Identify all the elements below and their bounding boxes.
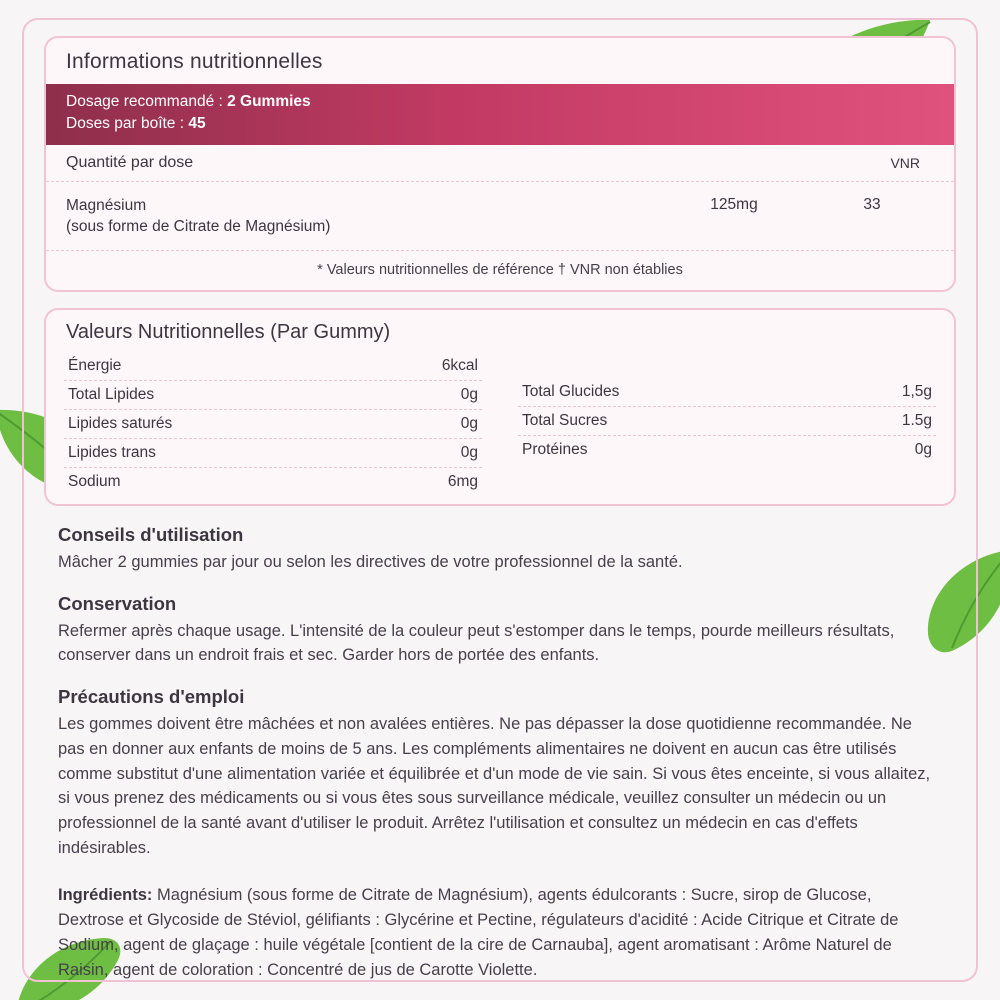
value-label: Sodium — [68, 472, 121, 490]
label-content — [44, 36, 956, 983]
value-label: Lipides saturés — [68, 414, 173, 432]
list-item — [518, 407, 936, 436]
value-amount: 0g — [914, 440, 932, 458]
values-panel-title: Valeurs Nutritionnelles (Par Gummy) — [66, 320, 391, 343]
list-item — [64, 352, 482, 381]
nutrient-vnr: 33 — [863, 195, 881, 213]
section-body: Les gommes doivent être mâchées et non avalées entières. Ne pas dépasser la dose quotidienne recommandée. Ne pas en donner aux enfants de moins de 5 ans. Les compléments alimentaires ne doivent en aucun cas être utilisés comme substitut d'une alimentation variée et équilibrée et d'un mode de vie sain. Si vous êtes enceinte, si vous allaitez, si vous prenez des médicaments ou si vous êtes sous surveillance médicale, veuillez consulter un médecin ou un professionnel de la santé avant d'utiliser le produit. Arrêtez l'utilisation et consultez un médecin en cas d'effets indésirables. — [58, 715, 931, 857]
value-label: Lipides trans — [68, 443, 156, 461]
value-label: Total Lipides — [68, 385, 155, 403]
value-amount: 1.5g — [901, 411, 932, 429]
value-amount: 6mg — [447, 472, 478, 490]
column-spacer — [518, 352, 936, 378]
dosage-line — [66, 91, 934, 113]
value-label: Total Glucides — [522, 382, 620, 400]
section-body: Refermer après chaque usage. L'intensité de la couleur peut s'estomper dans le temps, pourde meilleurs résultats, conserver dans un endroit frais et sec. Garder hors de portée des enfants. — [58, 621, 895, 665]
value-amount: 0g — [460, 385, 478, 403]
ingredients-label: Ingrédients: — [58, 885, 153, 904]
list-item — [64, 410, 482, 439]
doses-value: 45 — [188, 115, 206, 133]
value-amount: 0g — [460, 414, 478, 432]
value-label: Total Sucres — [522, 411, 608, 429]
section-heading: Conseils d'utilisation — [58, 523, 244, 545]
section-precautions-emploi — [44, 686, 956, 861]
dosage-bar — [46, 84, 954, 145]
value-amount: 6kcal — [441, 356, 478, 374]
values-panel — [44, 308, 956, 506]
list-item — [518, 436, 936, 464]
nutrient-name-line1: Magnésium — [66, 196, 147, 214]
section-heading: Conservation — [58, 592, 177, 614]
section-heading: Précautions d'emploi — [58, 686, 245, 708]
ingredients-block — [44, 883, 956, 983]
vnr-header: VNR — [890, 154, 920, 171]
doses-label: Doses par boîte : — [66, 115, 189, 133]
dosage-value: 2 Gummies — [227, 93, 311, 110]
values-grid — [46, 352, 954, 504]
value-amount: 1,5g — [901, 382, 932, 400]
section-body: Mâcher 2 gummies par jour ou selon les directives de votre professionnel de la santé. — [58, 552, 683, 571]
nutrient-name — [66, 196, 644, 238]
nutrient-amount: 125mg — [710, 195, 758, 213]
doses-line — [66, 113, 934, 135]
ingredients-body: Magnésium (sous forme de Citrate de Magnésium), agents édulcorants : Sucre, sirop de Glucose, Dextrose et Glycoside de Stéviol, gélifiants : Glycérine et Pectine, régulateurs d'acidité : Acide Citrique et Citrate de Sodium, agent de glaçage : huile végétale [contient de la cire de Carnauba], agent aromatisant : Arôme Naturel de Raisin, agent de coloration : Concentré de jus de Carotte Violette. — [58, 885, 899, 979]
value-label: Protéines — [522, 440, 588, 458]
table-row — [46, 182, 954, 251]
list-item — [64, 439, 482, 468]
section-conseils-utilisation — [44, 524, 956, 575]
nutrient-name-line2: (sous forme de Citrate de Magnésium) — [66, 217, 331, 235]
value-label: Énergie — [68, 356, 122, 374]
dosage-label: Dosage recommandé : — [66, 93, 228, 110]
values-column-right — [500, 352, 936, 496]
section-conservation — [44, 593, 956, 669]
list-item — [518, 378, 936, 407]
values-column-left — [64, 352, 500, 496]
nutrition-panel-title: Informations nutritionnelles — [66, 50, 323, 73]
list-item — [64, 468, 482, 496]
nutrition-facts-panel — [44, 36, 956, 292]
nutrition-footnote: * Valeurs nutritionnelles de référence † VNR non établies — [317, 261, 683, 278]
quantity-per-dose-header: Quantité par dose — [66, 153, 194, 171]
quantity-header-row — [46, 145, 954, 182]
value-amount: 0g — [460, 443, 478, 461]
list-item — [64, 381, 482, 410]
